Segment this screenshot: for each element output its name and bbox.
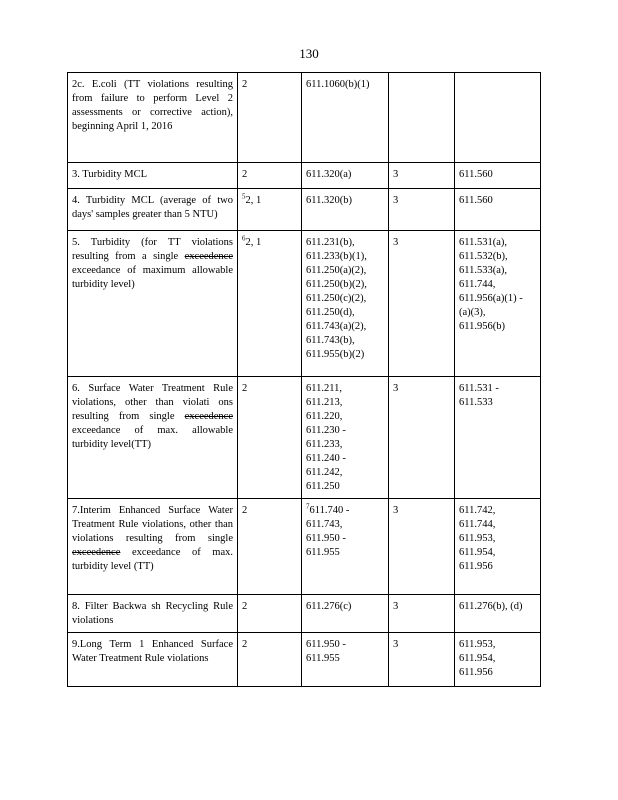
violation-description-cell bbox=[68, 189, 238, 231]
notice-citation-line: 611.956 bbox=[459, 561, 493, 572]
citation-text: 611.242, bbox=[306, 467, 343, 478]
citation-line bbox=[306, 652, 384, 666]
notice-citation-line: 611.744, bbox=[459, 279, 496, 290]
citation-line bbox=[306, 452, 384, 466]
citation-text: 611.213, bbox=[306, 397, 343, 408]
notice-citation-line: 611.560 bbox=[459, 169, 493, 180]
citation-line bbox=[306, 518, 384, 532]
citation-line bbox=[306, 466, 384, 480]
citation-text: 611.320(a) bbox=[306, 169, 352, 180]
table-row bbox=[68, 377, 541, 499]
table-row bbox=[68, 595, 541, 633]
citation-text: 611.740 - bbox=[309, 505, 350, 516]
citation-line bbox=[306, 250, 384, 264]
notice-citation-line: 611.953, bbox=[459, 639, 496, 650]
notice-tier-cell bbox=[389, 595, 455, 633]
citation-text: 611.743, bbox=[306, 519, 343, 530]
notice-tier-value: 3 bbox=[393, 601, 399, 612]
citation-cell bbox=[302, 163, 389, 189]
citation-text: 611.955 bbox=[306, 547, 340, 558]
citation-line bbox=[306, 532, 384, 546]
footnote-marker: 6 bbox=[242, 234, 246, 243]
citation-text: 611.955 bbox=[306, 653, 340, 664]
footnote-marker: 7 bbox=[306, 502, 310, 511]
notice-citation-line: 611.954, bbox=[459, 547, 496, 558]
citation-text: 611.211, bbox=[306, 383, 342, 394]
tier-cell bbox=[238, 73, 302, 163]
notice-tier-cell bbox=[389, 163, 455, 189]
table-row bbox=[68, 231, 541, 377]
tier-cell bbox=[238, 633, 302, 687]
notice-citation-line: 611.531 - bbox=[459, 383, 499, 394]
tier-cell bbox=[238, 499, 302, 595]
citation-text: 611.250(c)(2), bbox=[306, 293, 367, 304]
notice-citation-line: 611.532(b), bbox=[459, 251, 508, 262]
citation-text: 611.250(d), bbox=[306, 307, 355, 318]
struck-text: exceedence bbox=[184, 251, 233, 262]
citation-cell bbox=[302, 633, 389, 687]
violation-description-cell bbox=[68, 377, 238, 499]
tier-cell bbox=[238, 377, 302, 499]
notice-citation-line: 611.276(b), (d) bbox=[459, 601, 523, 612]
violation-description-cell bbox=[68, 499, 238, 595]
citation-line bbox=[306, 438, 384, 452]
table-row bbox=[68, 633, 541, 687]
citation-text: 611.950 - bbox=[306, 639, 346, 650]
notice-tier-cell bbox=[389, 633, 455, 687]
notice-tier-value: 3 bbox=[393, 195, 399, 206]
violation-description-cont: exceedance of maximum allowable turbidity level) bbox=[72, 265, 233, 290]
tier-value: 2 bbox=[242, 639, 248, 650]
notice-tier-cell bbox=[389, 231, 455, 377]
notice-citation-cell bbox=[455, 499, 541, 595]
citation-text: 611.250 bbox=[306, 481, 340, 492]
struck-text: exceedence bbox=[184, 411, 233, 422]
notice-citation-line: 611.744, bbox=[459, 519, 496, 530]
citation-text: 611.955(b)(2) bbox=[306, 349, 365, 360]
notice-citation-line: 611.954, bbox=[459, 653, 496, 664]
notice-citation-line: 611.956(b) bbox=[459, 321, 505, 332]
citation-line bbox=[306, 236, 384, 250]
citation-cell bbox=[302, 377, 389, 499]
citation-line bbox=[306, 546, 384, 560]
citation-line bbox=[306, 382, 384, 396]
notice-tier-cell bbox=[389, 73, 455, 163]
violation-description: 8. Filter Backwa sh Recycling Rule violations bbox=[72, 601, 233, 626]
citation-line bbox=[306, 410, 384, 424]
tier-value: 2 bbox=[242, 505, 248, 516]
notice-tier-value: 3 bbox=[393, 505, 399, 516]
violation-description-cont: exceedance of max. allowable turbidity level(TT) bbox=[72, 425, 233, 450]
notice-tier-value: 3 bbox=[393, 383, 399, 394]
citation-line bbox=[306, 480, 384, 494]
citation-text: 611.250(b)(2), bbox=[306, 279, 367, 290]
notice-citation-line: 611.533 bbox=[459, 397, 493, 408]
tier-value: 2, 1 bbox=[245, 237, 262, 248]
citation-line bbox=[306, 292, 384, 306]
notice-citation-cell bbox=[455, 377, 541, 499]
notice-citation-line: 611.533(a), bbox=[459, 265, 508, 276]
citation-text: 611.233, bbox=[306, 439, 343, 450]
citation-line bbox=[306, 638, 384, 652]
citation-text: 611.250(a)(2), bbox=[306, 265, 367, 276]
citation-text: 611.743(a)(2), bbox=[306, 321, 367, 332]
citation-text: 611.950 - bbox=[306, 533, 346, 544]
citation-text: 611.233(b)(1), bbox=[306, 251, 367, 262]
citation-text: 611.1060(b)(1) bbox=[306, 79, 370, 90]
citation-line bbox=[306, 320, 384, 334]
violation-description: 9.Long Term 1 Enhanced Surface Water Treatment Rule violations bbox=[72, 639, 233, 664]
citation-cell bbox=[302, 73, 389, 163]
violation-description-cell bbox=[68, 633, 238, 687]
citation-line bbox=[306, 264, 384, 278]
notice-citation-line: 611.956(a)(1) - bbox=[459, 293, 523, 304]
notice-citation-cell bbox=[455, 231, 541, 377]
tier-value: 2 bbox=[242, 601, 248, 612]
citation-line bbox=[306, 306, 384, 320]
citation-text: 611.220, bbox=[306, 411, 343, 422]
citation-text: 611.320(b) bbox=[306, 195, 352, 206]
tier-cell bbox=[238, 231, 302, 377]
citation-line bbox=[306, 78, 384, 92]
violations-table-body bbox=[68, 73, 541, 687]
notice-citation-line: 611.560 bbox=[459, 195, 493, 206]
citation-line bbox=[306, 334, 384, 348]
violation-description-cont: exceedance of max. turbidity level (TT) bbox=[72, 547, 234, 572]
violation-description-cell bbox=[68, 231, 238, 377]
notice-citation-line: (a)(3), bbox=[459, 307, 486, 318]
table-row bbox=[68, 499, 541, 595]
tier-cell bbox=[238, 189, 302, 231]
tier-value: 2 bbox=[242, 79, 248, 90]
citation-line bbox=[306, 168, 384, 182]
notice-tier-value: 3 bbox=[393, 169, 399, 180]
notice-citation-cell bbox=[455, 633, 541, 687]
violation-description: 4. Turbidity MCL (average of two days' samples greater than 5 NTU) bbox=[72, 195, 233, 220]
violation-description: 7.Interim Enhanced Surface Water Treatment Rule violations, other than violations resulting from single bbox=[72, 505, 233, 544]
notice-citation-line: 611.956 bbox=[459, 667, 493, 678]
notice-citation-cell bbox=[455, 163, 541, 189]
citation-text: 611.240 - bbox=[306, 453, 346, 464]
notice-citation-cell bbox=[455, 73, 541, 163]
notice-citation-line: 611.953, bbox=[459, 533, 496, 544]
tier-value: 2 bbox=[242, 383, 248, 394]
footnote-marker: 5 bbox=[242, 192, 246, 201]
citation-line bbox=[306, 194, 384, 208]
violation-description-cell bbox=[68, 73, 238, 163]
table-row bbox=[68, 189, 541, 231]
notice-citation-cell bbox=[455, 189, 541, 231]
table-row bbox=[68, 73, 541, 163]
violation-description-cell bbox=[68, 595, 238, 633]
notice-tier-value: 3 bbox=[393, 237, 399, 248]
notice-citation-line: 611.531(a), bbox=[459, 237, 508, 248]
citation-cell bbox=[302, 595, 389, 633]
citation-line bbox=[306, 396, 384, 410]
citation-cell bbox=[302, 499, 389, 595]
tier-cell bbox=[238, 595, 302, 633]
citation-cell bbox=[302, 231, 389, 377]
citation-line bbox=[306, 504, 384, 518]
violation-description-cell bbox=[68, 163, 238, 189]
tier-cell bbox=[238, 163, 302, 189]
citation-text: 611.230 - bbox=[306, 425, 346, 436]
violation-description: 5. Turbidity (for TT violations resulting from a single bbox=[72, 237, 233, 262]
citation-line bbox=[306, 600, 384, 614]
citation-line bbox=[306, 278, 384, 292]
citation-text: 611.231(b), bbox=[306, 237, 355, 248]
violation-description: 6. Surface Water Treatment Rule violations, other than violati ons resulting from single bbox=[72, 383, 233, 422]
violation-description: 3. Turbidity MCL bbox=[72, 169, 147, 180]
citation-line bbox=[306, 348, 384, 362]
citation-line bbox=[306, 424, 384, 438]
violation-description: 2c. E.coli (TT violations resulting from failure to perform Level 2 assessments or corrective action), beginning April 1, 2016 bbox=[72, 79, 233, 132]
tier-value: 2 bbox=[242, 169, 248, 180]
notice-tier-cell bbox=[389, 377, 455, 499]
citation-cell bbox=[302, 189, 389, 231]
notice-tier-cell bbox=[389, 189, 455, 231]
table-row bbox=[68, 163, 541, 189]
citation-text: 611.276(c) bbox=[306, 601, 352, 612]
citation-text: 611.743(b), bbox=[306, 335, 355, 346]
notice-tier-cell bbox=[389, 499, 455, 595]
violations-table bbox=[67, 72, 541, 687]
notice-citation-line: 611.742, bbox=[459, 505, 496, 516]
struck-text: exceedence bbox=[72, 547, 121, 558]
tier-value: 2, 1 bbox=[245, 195, 262, 206]
page-number: 130 bbox=[299, 46, 319, 61]
notice-citation-cell bbox=[455, 595, 541, 633]
notice-tier-value: 3 bbox=[393, 639, 399, 650]
